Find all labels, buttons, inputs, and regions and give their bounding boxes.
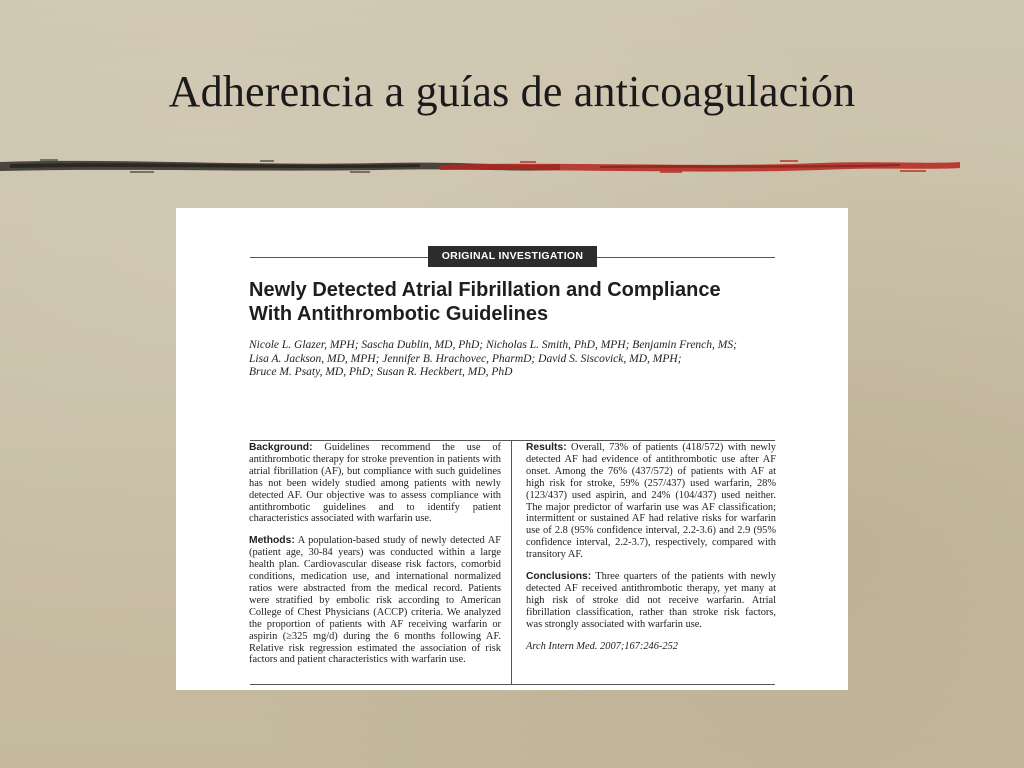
background-text: Guidelines recommend the use of antithrombotic therapy for stroke prevention in patients with atrial fibrillation (AF), but compliance with such guidelines has not been widely studied among patients with newly detected AF. Our objective was to assess compliance with antithrombotic guidelines and to identify patient characteristics associated with warfarin use. [249, 442, 501, 525]
author-list [249, 339, 809, 380]
abstract-left-column [249, 442, 501, 676]
article-page-image [176, 208, 848, 690]
section-badge: ORIGINAL INVESTIGATION [428, 246, 597, 267]
article-title-line-1: Newly Detected Atrial Fibrillation and Compliance [249, 279, 721, 301]
abstract-right-column [526, 442, 776, 653]
conclusions-heading: Conclusions: [526, 571, 592, 583]
brush-stroke-divider [0, 150, 1024, 184]
article-title-line-2: With Antithrombotic Guidelines [249, 303, 549, 325]
column-divider [511, 440, 512, 684]
slide-title: Adherencia a guías de anticoagulación [168, 67, 856, 116]
background-heading: Background: [249, 442, 313, 453]
methods-section [249, 535, 501, 666]
journal-citation: Arch Intern Med. 2007;167:246-252 [526, 640, 678, 652]
author-line: Bruce M. Psaty, MD, PhD; Susan R. Heckbert, MD, PhD [249, 366, 513, 378]
conclusions-section [526, 571, 776, 631]
results-text: Overall, 73% of patients (418/572) with newly detected AF had evidence of antithrombotic use after AF onset. Among the 76% (437/572) of patients with AF at high risk for stroke, 59% (257/437) used warfarin, 28% (123/437) used aspirin, and 24% (104/437) used neither. The major predictor of warfarin use was AF classification; intermittent or sustained AF had relative risks for warfarin use of 2.8 (95% confidence interval, 2.2-3.6) and 2.9 (95% confidence interval, 2.2-3.7), respectively, compared with transitory AF. [526, 442, 776, 561]
results-section [526, 442, 776, 561]
conclusions-text: Three quarters of the patients with newly detected AF received antithrombotic therapy, yet many at high risk of stroke did not receive warfarin. Atrial fibrillation classification, rather than stroke risk factors, was strongly associated with warfarin use. [526, 571, 776, 630]
article-title [249, 278, 809, 326]
author-line: Nicole L. Glazer, MPH; Sascha Dublin, MD, PhD; Nicholas L. Smith, PhD, MPH; Benjamin French, MS; [249, 339, 737, 351]
abstract-top-rule [250, 440, 775, 441]
author-line: Lisa A. Jackson, MD, MPH; Jennifer B. Hrachovec, PharmD; David S. Siscovick, MD, MPH; [249, 352, 682, 365]
abstract-bottom-rule [250, 684, 775, 685]
results-heading: Results: [526, 442, 567, 453]
background-section [249, 442, 501, 525]
methods-text: A population-based study of newly detected AF (patient age, 30-84 years) was conducted within a large health plan. Cardiovascular disease risk factors, comorbid conditions, medication use, and international normalized ratios were abstracted from the medical record. Patients were stratified by embolic risk according to American College of Chest Physicians (ACCP) criteria. We analyzed the proportion of patients with AF receiving warfarin or aspirin (≥325 mg/d) during the 6 months following AF. Relative risk regression estimated the association of risk factors and patient characteristics with warfarin use. [249, 535, 501, 666]
methods-heading: Methods: [249, 535, 295, 547]
